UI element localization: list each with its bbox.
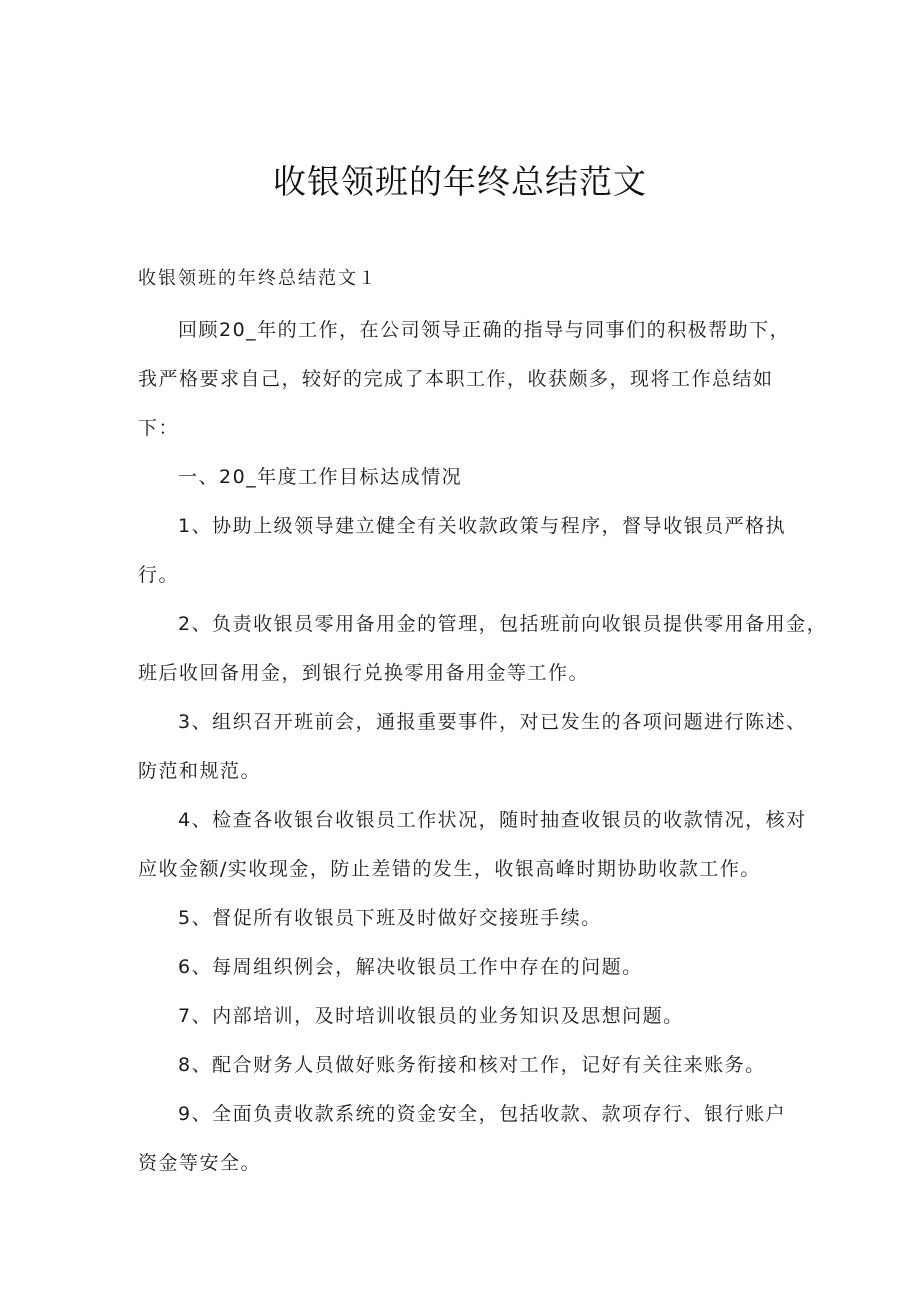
document-title: 收银领班的年终总结范文 <box>273 162 647 201</box>
list-item-1 <box>138 502 810 600</box>
paragraph-line: 7、内部培训，及时培训收银员的业务知识及思想问题。 <box>178 1005 684 1027</box>
paragraph-line: 8、配合财务人员做好账务衔接和核对工作，记好有关往来账务。 <box>178 1054 766 1076</box>
paragraph-line: 我严格要求自己，较好的完成了本职工作，收获颇多，现将工作总结如 <box>138 368 774 390</box>
paragraph-intro <box>138 306 810 453</box>
paragraph-line: 1、协助上级领导建立健全有关收款政策与程序，督导收银员严格执 <box>178 515 787 537</box>
section-subtitle: 收银领班的年终总结范文１ <box>138 268 378 289</box>
paragraph-line: 9、全面负责收款系统的资金安全，包括收款、款项存行、银行账户 <box>178 1103 787 1125</box>
paragraph-line: 回顾20_年的工作，在公司领导正确的指导与同事们的积极帮助下， <box>178 319 791 341</box>
paragraph-line: 5、督促所有收银员下班及时做好交接班手续。 <box>178 907 602 929</box>
paragraph-line: 6、每周组织例会，解决收银员工作中存在的问题。 <box>178 956 643 978</box>
paragraph-line: 2、负责收银员零用备用金的管理，包括班前向收银员提供零用备用金， <box>178 613 828 635</box>
paragraph-line: 下： <box>138 417 180 439</box>
list-item-8 <box>138 1041 810 1090</box>
paragraph-line: 资金等安全。 <box>138 1152 262 1174</box>
paragraph-line: 一、20_年度工作目标达成情况 <box>178 466 463 488</box>
list-item-3 <box>138 698 810 796</box>
list-item-9 <box>138 1090 810 1188</box>
list-item-2 <box>138 600 828 698</box>
list-item-5 <box>138 894 810 943</box>
paragraph-line: 3、组织召开班前会，通报重要事件，对已发生的各项问题进行陈述、 <box>178 711 807 733</box>
paragraph-line: 班后收回备用金，到银行兑换零用备用金等工作。 <box>138 662 590 684</box>
section-heading <box>138 453 810 502</box>
paragraph-line: 行。 <box>138 564 180 586</box>
paragraph-line: 4、检查各收银台收银员工作状况，随时抽查收银员的收款情况，核对 <box>178 809 807 831</box>
list-item-7 <box>138 992 810 1041</box>
list-item-4 <box>138 796 810 894</box>
paragraph-line: 防范和规范。 <box>138 760 262 782</box>
paragraph-line: 应收金额/实收现金，防止差错的发生，收银高峰时期协助收款工作。 <box>138 858 761 880</box>
list-item-6 <box>138 943 810 992</box>
